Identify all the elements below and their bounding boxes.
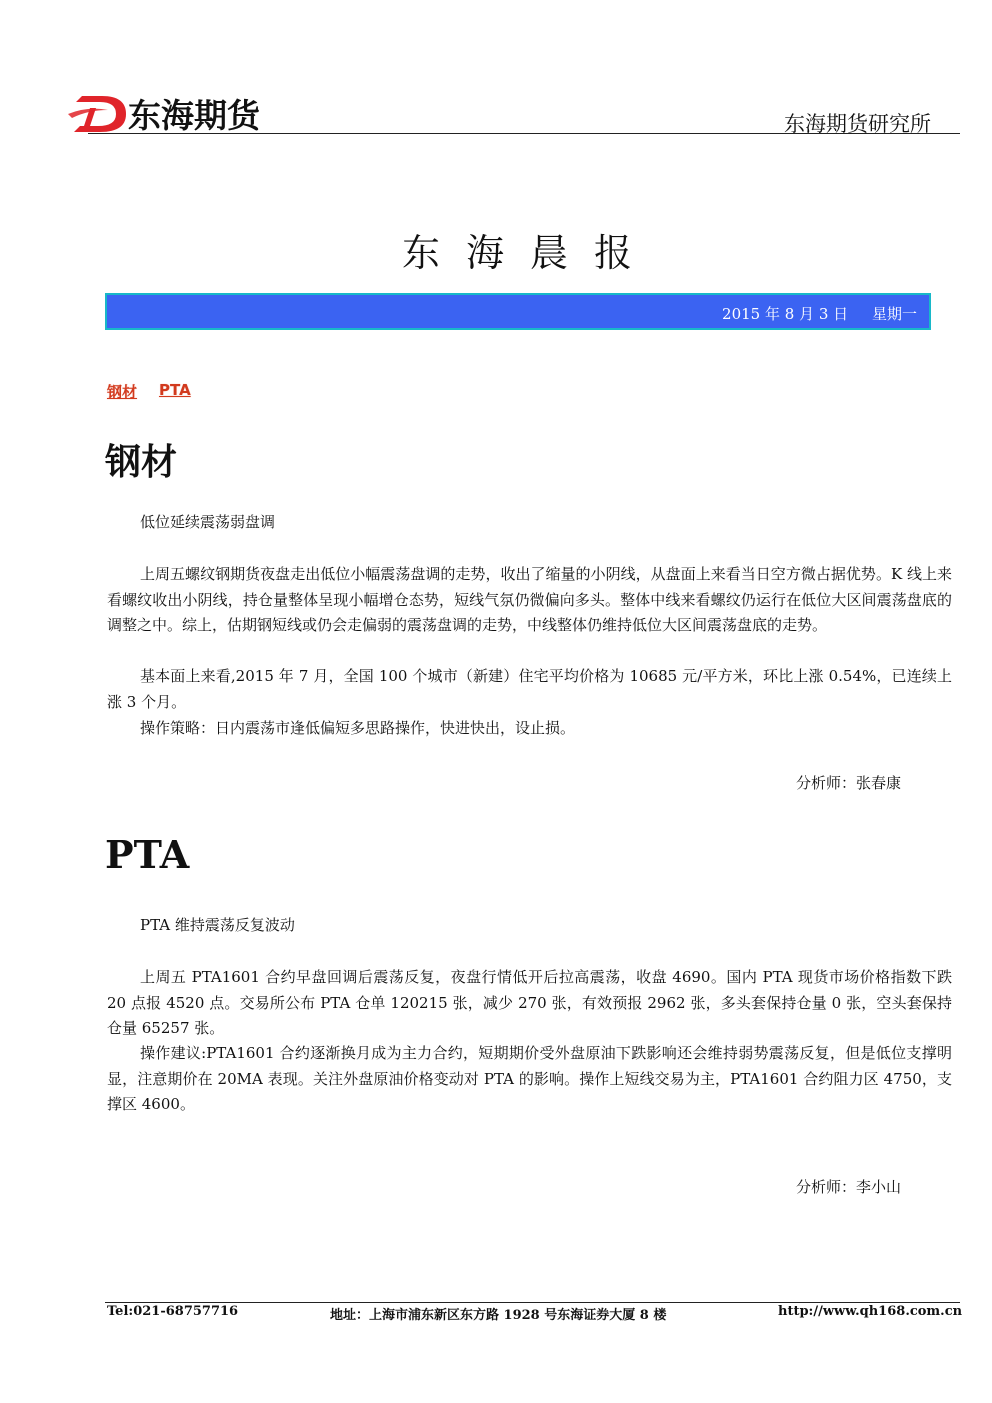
nav-link-pta[interactable]: PTA	[159, 381, 191, 399]
report-date: 2015 年 8 月 3 日 星期一	[722, 305, 917, 323]
paragraph-steel-1: 上周五螺纹钢期货夜盘走出低位小幅震荡盘调的走势，收出了缩量的小阴线，从盘面上来看当日空方微占据优势。K 线上来看螺纹收出小阴线，持仓量整体呈现小幅增仓态势，短线气氛仍微偏向多头。整体中线来看螺纹仍运行在低位大区间震荡盘底的调整之中。综上，估期钢短线或仍会走偏弱的震荡盘调的走势，中线整体仍维持低位大区间震荡盘底的走势。	[107, 565, 952, 634]
footer-url[interactable]: http://www.qh168.com.cn	[778, 1304, 963, 1319]
page-header	[0, 0, 992, 140]
footer-address: 地址：上海市浦东新区东方路 1928 号东海证券大厦 8 楼	[330, 1308, 667, 1323]
section-nav	[107, 381, 191, 402]
report-title: 东海晨报	[401, 231, 658, 275]
logo-mark-icon	[68, 86, 134, 136]
section-subtitle-steel: 低位延续震荡弱盘调	[140, 513, 276, 531]
footer-tel: Tel:021-68757716	[107, 1304, 239, 1319]
paragraph-pta-2: 操作建议:PTA1601 合约逐渐换月成为主力合约，短期期价受外盘原油下跌影响还会维持弱势震荡反复，但是低位支撑明显，注意期价在 20MA 表现。关注外盘原油价格变动对 PTA 的影响。操作上短线交易为主，PTA1601 合约阻力区 4750，支撑区 4600。	[107, 1044, 952, 1113]
paragraph-pta-1: 上周五 PTA1601 合约早盘回调后震荡反复，夜盘行情低开后拉高震荡，收盘 4690。国内 PTA 现货市场价格指数下跌 20 点报 4520 点。交易所公布 PTA 仓单 120215 张，减少 270 张，有效预报 2962 张，多头套保持仓量 0 张，空头套保持仓量 65257 张。	[107, 968, 952, 1037]
paragraph-steel-2: 基本面上来看,2015 年 7 月，全国 100 个城市（新建）住宅平均价格为 10685 元/平方米，环比上涨 0.54%，已连续上涨 3 个月。	[107, 667, 952, 711]
analyst-pta: 分析师：李小山	[796, 1178, 902, 1196]
paragraph-steel-3: 操作策略：日内震荡市逢低偏短多思路操作，快进快出，设止损。	[140, 719, 576, 737]
footer-divider	[105, 1302, 960, 1303]
section-subtitle-pta: PTA 维持震荡反复波动	[140, 916, 295, 934]
header-divider	[88, 133, 960, 134]
analyst-steel: 分析师：张春康	[796, 774, 902, 792]
date-banner	[105, 293, 931, 330]
company-logo	[68, 86, 260, 136]
section-heading-pta: PTA	[105, 832, 190, 877]
institute-name: 东海期货研究所	[784, 112, 931, 136]
section-heading-steel: 钢材	[105, 442, 178, 483]
logo-text: 东海期货	[128, 95, 260, 135]
nav-link-steel[interactable]: 钢材	[107, 383, 138, 401]
